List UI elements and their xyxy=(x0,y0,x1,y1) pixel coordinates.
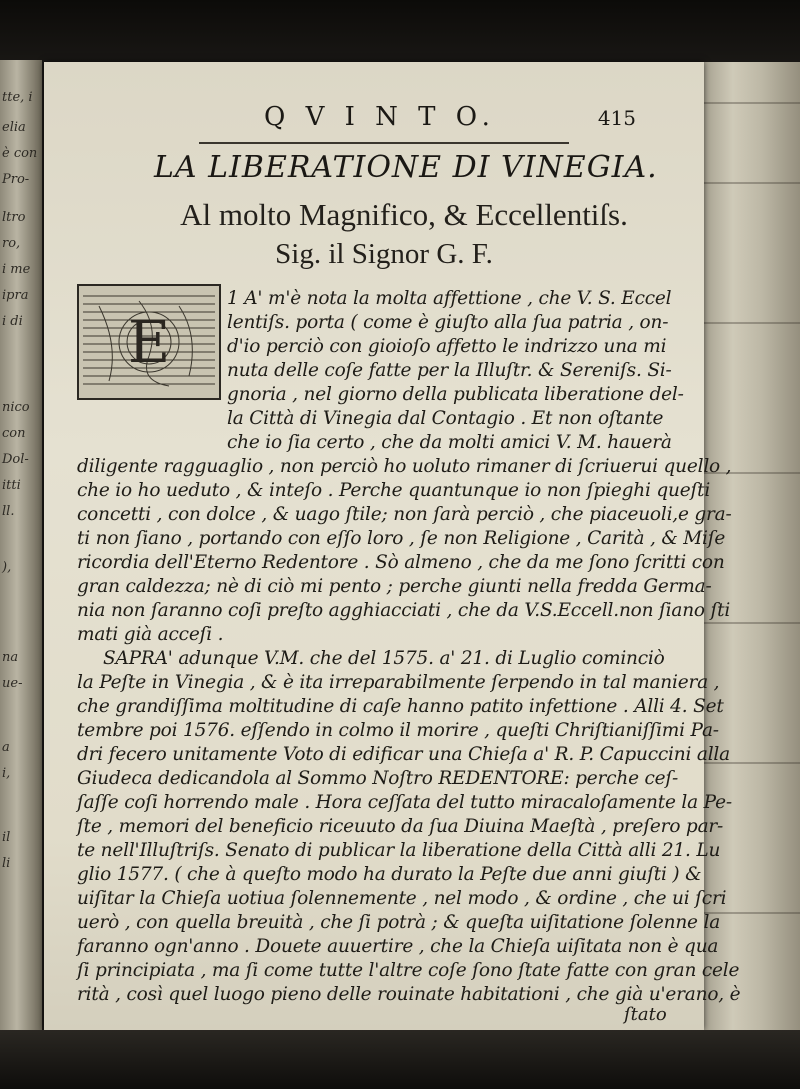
text-line: che io ho ueduto , & inteſo . Perche quantunque io non ſpieghi queſti xyxy=(77,480,711,501)
text-line: nuta delle coſe fatte per la Illuſtr. & Sereniſs. Si- xyxy=(227,360,672,381)
text-line: gran caldezza; nè di ciò mi pento ; perche giunti nella fredda Germa- xyxy=(77,576,712,597)
text-line: che grandiſſima moltitudine di caſe hanno patito infettione . Alli 4. Set xyxy=(77,696,724,717)
text-line: uerò , con quella breuità , che ſi potrà ; & queſta uiſitatione ſolenne la xyxy=(77,912,721,933)
margin-fragment: nico xyxy=(2,400,30,415)
page-number: 415 xyxy=(597,106,636,130)
margin-fragment: ltro xyxy=(2,210,26,225)
margin-fragment: i di xyxy=(2,314,23,329)
ornament-icon xyxy=(79,286,219,398)
catchword: ſtato xyxy=(624,1004,667,1025)
running-title: Q V I N T O. xyxy=(264,102,496,132)
page-edge-line xyxy=(704,322,800,324)
salutation-line-2: Sig. il Signor G. F. xyxy=(275,238,493,270)
margin-fragment: con xyxy=(2,426,26,441)
margin-fragment: i me xyxy=(2,262,31,277)
margin-fragment: il xyxy=(2,830,11,845)
text-line: SAPRA' adunque V.M. che del 1575. a' 21. di Luglio cominciò xyxy=(103,648,665,669)
margin-fragment: i, xyxy=(2,766,11,781)
page-edge-line xyxy=(704,182,800,184)
bottom-shadow xyxy=(0,1030,800,1089)
text-line: gnoria , nel giorno della publicata liberatione del- xyxy=(227,384,684,405)
text-line: mati già acceſi . xyxy=(77,624,224,645)
margin-fragment: è con xyxy=(2,146,38,161)
text-line: uiſitar la Chieſa uotiua ſolennemente , nel modo , & ordine , che ui ſcri xyxy=(77,888,727,909)
margin-fragment: ll. xyxy=(2,504,15,519)
facing-page-edge xyxy=(0,60,42,1060)
text-line: ſi principiata , ma ſi come tutte l'altre coſe ſono ſtate fatte con gran cele xyxy=(77,960,740,981)
text-line: ſaſſe coſi horrendo male . Hora ceſſata del tutto miracaloſamente la Pe- xyxy=(77,792,732,813)
margin-fragment: ipra xyxy=(2,288,29,303)
text-line: dri fecero unitamente Voto di edificar una Chieſa a' R. P. Capuccini alla xyxy=(77,744,730,765)
initial-letter: E xyxy=(127,308,171,376)
margin-fragment: a xyxy=(2,740,10,755)
text-line: ti non ſiano , portando con eſſo loro , ſe non Religione , Carità , & Miſe xyxy=(77,528,726,549)
margin-fragment: ro, xyxy=(2,236,21,251)
margin-fragment: li xyxy=(2,856,11,871)
text-line: te nell'Illuſtriſs. Senato di publicar la liberatione della Città alli 21. Lu xyxy=(77,840,721,861)
margin-fragment: ue- xyxy=(2,676,23,691)
text-line: che io ſia certo , che da molti amici V. M. hauerà xyxy=(227,432,672,453)
running-head xyxy=(224,102,644,134)
page-edge-line xyxy=(704,622,800,624)
margin-fragment: ), xyxy=(2,560,12,575)
margin-fragment: Pro- xyxy=(2,172,30,187)
text-line: rità , così quel luogo pieno delle rouinate habitationi , che già u'erano, è xyxy=(77,984,741,1005)
header-rule xyxy=(199,142,569,144)
salutation-line-1: Al molto Magnifico, & Eccellentiſs. xyxy=(180,197,628,232)
text-line: tembre poi 1576. eſſendo in colmo il morire , queſti Chriſtianiſſimi Pa- xyxy=(77,720,719,741)
text-line: 1 A' m'è nota la molta affettione , che V. S. Eccel xyxy=(227,288,672,309)
book-page xyxy=(44,62,741,1030)
text-line: ricordia dell'Eterno Redentore . Sò almeno , che da me ſono ſcritti con xyxy=(77,552,725,573)
text-line: faranno ogn'anno . Douete auuertire , che la Chieſa uiſitata non è qua xyxy=(77,936,719,957)
text-line: glio 1577. ( che à queſto modo ha durato la Peſte due anni giuſti ) & xyxy=(77,864,702,885)
margin-fragment: tte, i xyxy=(2,90,33,105)
margin-fragment: itti xyxy=(2,478,21,493)
page-title: LA LIBERATIONE DI VINEGIA. xyxy=(154,150,658,185)
margin-fragment: na xyxy=(2,650,19,665)
text-line: concetti , con dolce , & uago ſtile; non ſarà perciò , che piaceuoli,e gra- xyxy=(77,504,732,525)
margin-fragment: Dol- xyxy=(2,452,29,467)
text-line: lentiſs. porta ( come è giuſto alla ſua patria , on- xyxy=(227,312,669,333)
text-line: la Peſte in Vinegia , & è ita irreparabilmente ſerpendo in tal maniera , xyxy=(77,672,720,693)
text-line: d'io perciò con gioioſo affetto le indrizzo una mi xyxy=(227,336,667,357)
text-line: diligente ragguaglio , non perciò ho uoluto rimaner di ſcriuerui quello , xyxy=(77,456,732,477)
text-line: la Città di Vinegia dal Contagio . Et non oſtante xyxy=(227,408,664,429)
text-line: ſte , memori del beneficio riceuuto da ſua Diuina Maeſtà , preſero par- xyxy=(77,816,724,837)
decorated-initial xyxy=(77,284,221,400)
text-line: nia non ſaranno coſi preſto agghiacciati , che da V.S.Eccell.non ſiano ſti xyxy=(77,600,731,621)
page-edge-line xyxy=(704,102,800,104)
text-line: Giudeca dedicandola al Sommo Noſtro REDENTORE: perche ceſ- xyxy=(77,768,679,789)
margin-fragment: elia xyxy=(2,120,26,135)
